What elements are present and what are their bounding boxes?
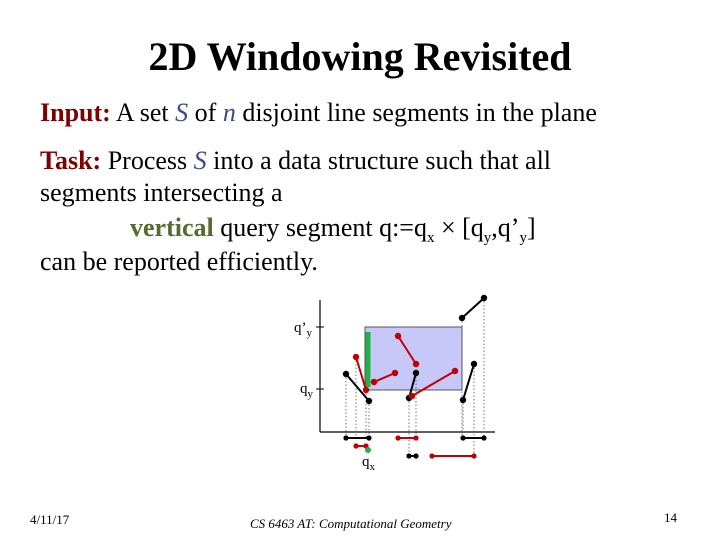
task-line3-c: ,q’ <box>491 213 520 242</box>
input-label: Input: <box>40 98 111 127</box>
input-text-b: of <box>194 98 217 127</box>
qx-point <box>365 447 371 453</box>
footer-date: 4/11/17 <box>30 512 70 527</box>
vertical-word: vertical <box>130 213 214 242</box>
task-line-4: can be reported efficiently. <box>40 247 318 276</box>
footer-course: CS 6463 AT: Computational Geometry <box>250 516 452 531</box>
task-line-2: segments intersecting a <box>40 178 283 207</box>
task-line3-d: ] <box>526 213 536 242</box>
qy-prime-sub: y <box>519 230 527 247</box>
n-symbol: n <box>222 98 236 127</box>
task-set-symbol: S <box>193 146 207 175</box>
tick-label-qy: $q_y$ <box>300 381 313 400</box>
task-line1-a: Process <box>107 146 188 175</box>
footer-page-number: 14 <box>664 510 677 525</box>
input-text-c: disjoint line segments in the plane <box>242 98 597 127</box>
task-line1-b: into a data structure such that all <box>213 146 552 175</box>
task-label: Task: <box>40 146 102 175</box>
task-line3-a: query segment q:=q <box>220 213 427 242</box>
slide-title: 2D Windowing Revisited <box>148 34 572 79</box>
projection-intervals-red <box>356 438 474 456</box>
tick-label-qy-prime: $q’_y$ <box>294 320 312 339</box>
task-line3-b: × [q <box>440 213 484 242</box>
tick-label-qx: $q_x$ <box>362 454 375 473</box>
qx-sub: x <box>426 230 435 247</box>
qy-sub: y <box>483 230 492 247</box>
set-symbol: S <box>175 98 189 127</box>
input-text-a: A set <box>115 98 169 127</box>
